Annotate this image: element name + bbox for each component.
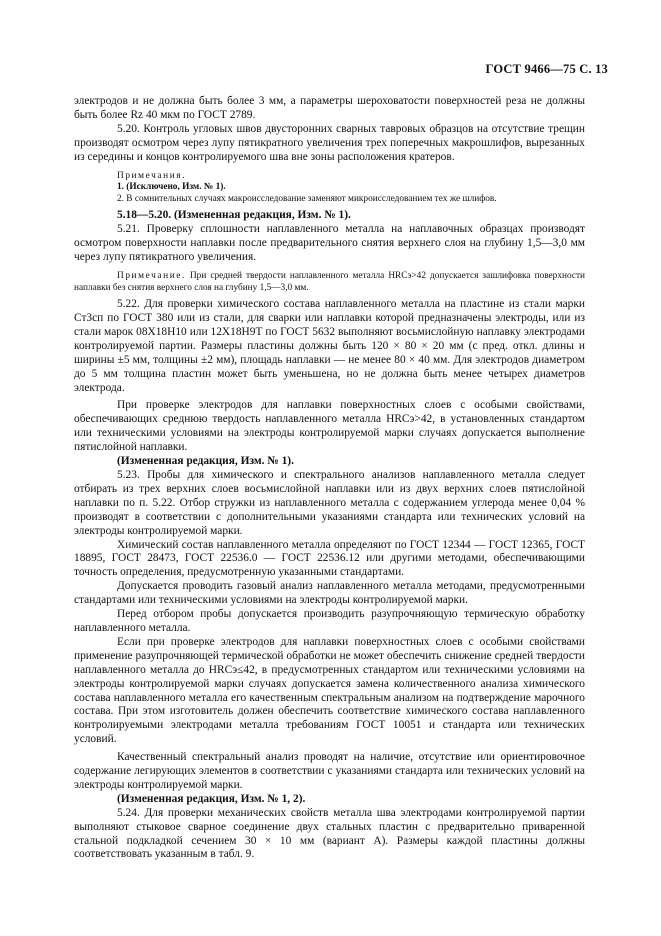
page-header: ГОСТ 9466—75 С. 13	[485, 62, 608, 76]
edit-note-text: 5.18—5.20. (Измененная редакция, Изм. № 1).	[117, 209, 351, 222]
paragraph-5-20: 5.20. Контроль угловых швов двусторонних сварных тавровых образцов на отсутствие трещин производят осмотром через лупу пятикратного увеличения трех поперечных макрошлифов, вырезанных из середины и концов контролируемого шва вне зоны расположения кратеров.	[74, 122, 585, 163]
notes-block	[74, 171, 585, 206]
paragraph-5-22: 5.22. Для проверки химического состава наплавленного металла на пластине из стали марки Ст3сп по ГОСТ 380 или из стали, для сварки или наплавки которой предназначены электроды, или из стали марок 08Х18Н10 или 12Х18Н9Т по ГОСТ 5632 выполняют восьмислойную наплавку электродами контролируемой партии. Размеры пластины должны быть 120 × 80 × 20 мм (с пред. откл. длины и ширины ±5 мм, толщины ±2 мм), площадь наплавки — не менее 80 × 40 мм. Для электродов диаметром до 5 мм толщина пластин может быть уменьшена, но не должна быть менее четырех диаметров электрода.	[74, 298, 585, 394]
note-item-2: 2. В сомнительных случаях макроисследование заменяют микроисследованием тех же шлифов.	[117, 193, 497, 204]
note-text: При средней твердости наплавленного металла HRCэ>42 допускается зашлифовка поверхности наплавки без снятия верхнего слоя на глубину 1,5—3,0 мм.	[74, 270, 585, 293]
paragraph-5-23-e: Если при проверке электродов для наплавки поверхностных слоев с особыми свойствами применение разупрочняющей термической обработки не может обеспечить снижение средней твердости наплавленного металла до HRCэ≤42, в предусмотренных стандартом или техническими условиями на электроды контролируемой марки случаях допускается замена количественного анализа химического состава наплавленного металла его качественным спектральным анализом на подтверждение марочного состава. При этом изготовитель должен обеспечить соответствие химического состава наплавленного контролируемыми электродами металла требованиям ГОСТ 10051 и стандарта или технических условий.	[74, 635, 585, 746]
paragraph-5-23-f: Качественный спектральный анализ проводят на наличие, отсутствие или ориентировочное содержание легирующих элементов в соответствии с указаниями стандарта или технических условий на электроды контролируемой марки.	[74, 751, 585, 791]
paragraph-5-21: 5.21. Проверку сплошности наплавленного металла на наплавочных образцах производят осмотром поверхности наплавки после предварительного снятия верхнего слоя на глубину 1,5—3,0 мм через лупу пятикратного увеличения.	[74, 223, 585, 264]
paragraph-5-23: 5.23. Пробы для химического и спектрального анализов наплавленного металла следует отбирать из трех верхних слоев восьмислойной наплавки или из двух верхних слоев пятислойной наплавки по п. 5.22. Отбор стружки из наплавленного металла с содержанием углерода менее 0,04 % производят в соответствии с дополнительными указаниями стандарта или технических условий на электроды контролируемой марки.	[74, 469, 585, 537]
notes-title: Примечания.	[117, 170, 187, 181]
paragraph-5-22-b: При проверке электродов для наплавки поверхностных слоев с особыми свойствами, обеспечивающих среднюю твердость наплавленного металла HRCэ>42, в установленных стандартом или техническими условиями на электроды контролируемой марки случаях допускается выполнение пятислойной наплавки.	[74, 399, 585, 454]
paragraph-5-23-c: Допускается проводить газовый анализ наплавленного металла методами, предусмотренными стандартами или техническими условиями на электроды контролируемой марки.	[74, 580, 585, 607]
paragraph-5-23-b: Химический состав наплавленного металла определяют по ГОСТ 12344 — ГОСТ 12365, ГОСТ 18895, ГОСТ 28473, ГОСТ 22536.0 — ГОСТ 22536.12 или другими методами, обеспечивающими точность определения, предусмотренную указанными стандартами.	[74, 538, 585, 579]
paragraph-5-23-d: Перед отбором пробы допускается производить разупрочняющую термическую обработку наплавленного металла.	[74, 608, 585, 634]
paragraph-5-24: 5.24. Для проверки механических свойств металла шва электродами контролируемой партии выполняют стыковое сварное соединение двух стальных пластин с предварительно приваренной стальной подкладкой сечением 30 × 10 мм (вариант А). Размеры каждой пластины должны соответствовать указанным в табл. 9.	[74, 806, 585, 861]
document-body	[74, 95, 585, 862]
note-label: Примечание.	[117, 270, 186, 281]
edit-note-5-18-5-20	[74, 209, 585, 223]
note-hardness	[74, 271, 585, 294]
note-item-1: 1. (Исключено, Изм. № 1).	[117, 182, 226, 193]
paragraph-continuation: электродов и не должна быть более 3 мм, а параметры шероховатости поверхностей реза не должны быть более Rz 40 мкм по ГОСТ 2789.	[74, 95, 585, 121]
edit-note-5-23: (Измененная редакция, Изм. № 1, 2).	[117, 792, 306, 805]
edit-note-5-22: (Измененная редакция, Изм. № 1).	[117, 455, 294, 468]
